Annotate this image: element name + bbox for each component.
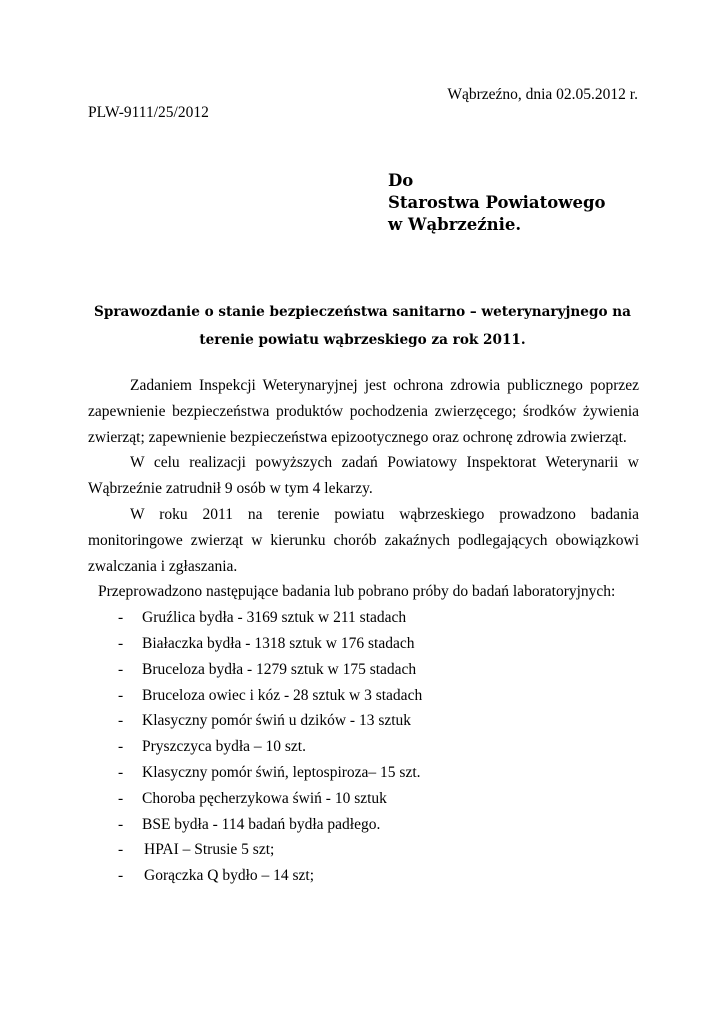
list-dash: - bbox=[118, 634, 124, 652]
list-item bbox=[88, 631, 639, 657]
title-line-1: Sprawozdanie o stanie bezpieczeństwa sanitarno – weterynaryjnego na bbox=[94, 304, 631, 320]
paragraph-tasks: Zadaniem Inspekcji Weterynaryjnej jest ochrona zdrowia publicznego poprzez zapewnienie bezpieczeństwa produktów pochodzenia zwierzęcego; środków żywienia zwierząt; zapewnienie bezpieczeństwa epizootycznego oraz ochronę zdrowia zwierząt. bbox=[88, 377, 639, 446]
list-dash: - bbox=[118, 815, 124, 833]
list-dash: - bbox=[118, 660, 124, 678]
paragraph-monitoring: W roku 2011 na terenie powiatu wąbrzeskiego prowadzono badania monitoringowe zwierząt w kierunku chorób zakaźnych podlegających obowiązkowi zwalczania i zgłaszania. bbox=[88, 505, 639, 575]
list-item-text: Choroba pęcherzykowa świń - 10 sztuk bbox=[142, 789, 387, 807]
list-item bbox=[88, 657, 639, 683]
recipient-line-3: w Wąbrzeźnie. bbox=[388, 215, 522, 234]
list-item-text: Klasyczny pomór świń u dzików - 13 sztuk bbox=[142, 712, 412, 730]
list-dash: - bbox=[118, 738, 124, 756]
list-item bbox=[88, 605, 639, 631]
list-dash: - bbox=[118, 609, 124, 627]
list-item bbox=[88, 760, 639, 786]
list-item bbox=[88, 786, 639, 812]
list-item bbox=[88, 837, 639, 863]
list-item-text: Bruceloza owiec i kóz - 28 sztuk w 3 stadach bbox=[142, 686, 423, 704]
list-item bbox=[88, 734, 639, 760]
list-item-text: Bruceloza bydła - 1279 sztuk w 175 stadach bbox=[142, 660, 417, 678]
list-item bbox=[88, 683, 639, 709]
title-line-2: terenie powiatu wąbrzeskiego za rok 2011. bbox=[199, 332, 526, 348]
document-title bbox=[70, 298, 655, 354]
list-dash: - bbox=[118, 789, 124, 807]
tests-list bbox=[88, 605, 639, 889]
list-item-text: BSE bydła - 114 badań bydła padłego. bbox=[142, 815, 381, 833]
list-dash: - bbox=[118, 686, 124, 704]
list-item-text: Pryszczyca bydła – 10 szt. bbox=[142, 738, 306, 756]
recipient-line-1: Do bbox=[388, 171, 414, 190]
reference-number: PLW-9111/25/2012 bbox=[88, 104, 209, 121]
list-item-text: Klasyczny pomór świń, leptospiroza– 15 szt. bbox=[142, 763, 421, 781]
list-item bbox=[88, 812, 639, 838]
place-date: Wąbrzeźno, dnia 02.05.2012 r. bbox=[447, 86, 638, 103]
recipient-line-2: Starostwa Powiatowego bbox=[388, 193, 606, 212]
recipient-block bbox=[388, 170, 605, 236]
list-item bbox=[88, 708, 639, 734]
document-body bbox=[88, 373, 639, 889]
paragraph-staff: W celu realizacji powyższych zadań Powiatowy Inspektorat Weterynarii w Wąbrzeźnie zatrudnił 9 osób w tym 4 lekarzy. bbox=[88, 454, 639, 498]
list-dash: - bbox=[118, 763, 124, 781]
list-dash: - bbox=[118, 841, 124, 859]
list-item-text: Białaczka bydła - 1318 sztuk w 176 stadach bbox=[142, 634, 415, 652]
list-item-text: HPAI – Strusie 5 szt; bbox=[144, 841, 275, 859]
list-item-text: Gorączka Q bydło – 14 szt; bbox=[144, 867, 315, 885]
list-dash: - bbox=[118, 712, 124, 730]
list-dash: - bbox=[118, 867, 124, 885]
paragraph-tests-intro: Przeprowadzono następujące badania lub pobrano próby do badań laboratoryjnych: bbox=[98, 583, 616, 601]
list-item-text: Gruźlica bydła - 3169 sztuk w 211 stadach bbox=[142, 609, 407, 627]
list-item bbox=[88, 863, 639, 889]
